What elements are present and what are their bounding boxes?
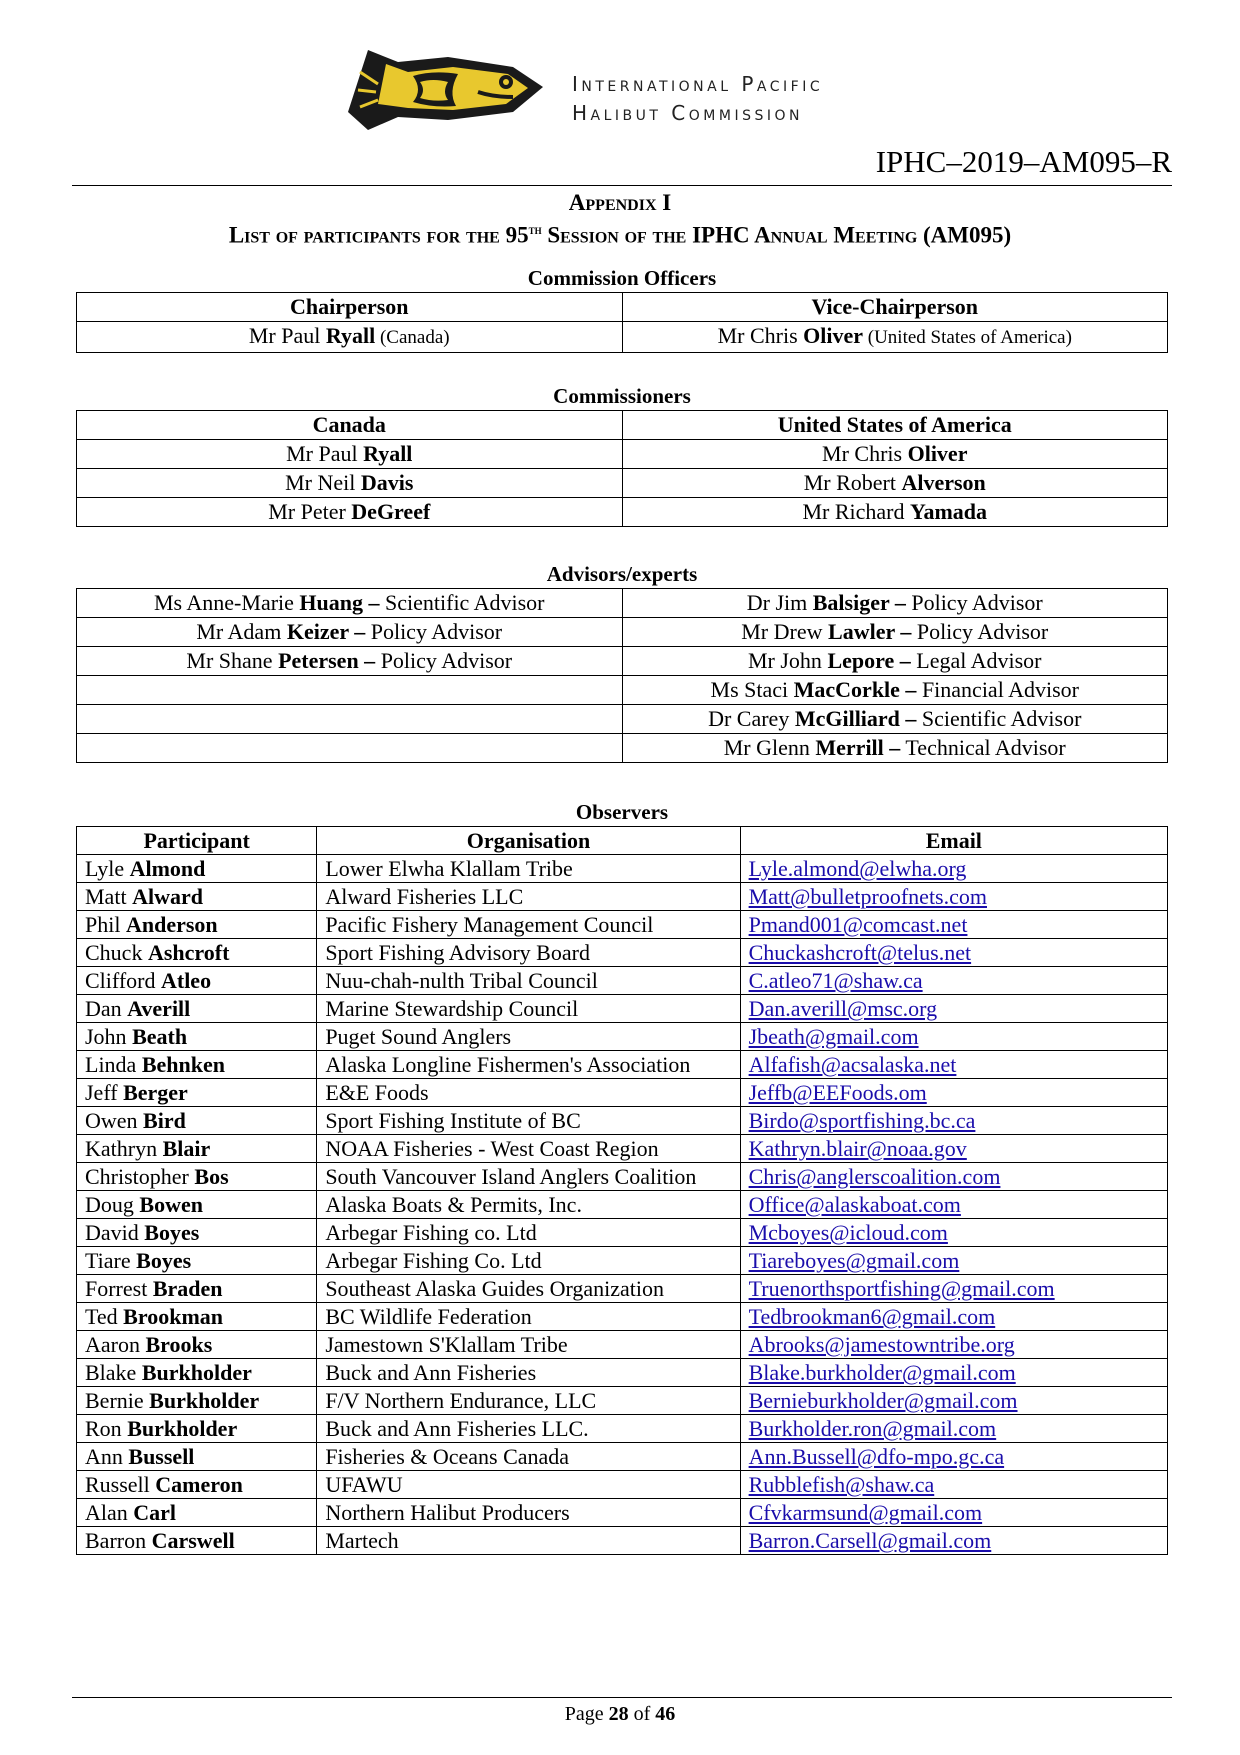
- advisor-usa-cell: Dr Jim Balsiger – Policy Advisor: [622, 589, 1168, 618]
- observer-email-cell: [740, 1079, 1167, 1107]
- observer-organisation: Lower Elwha Klallam Tribe: [317, 855, 740, 883]
- advisor-canada-cell: Mr Shane Petersen – Policy Advisor: [77, 647, 623, 676]
- officers-chair-cell: Mr Paul Ryall (Canada): [77, 322, 623, 353]
- commissioners-heading: Commissioners: [553, 384, 691, 408]
- advisors-table: [76, 588, 1168, 763]
- officers-heading: Commission Officers: [527, 266, 717, 290]
- observer-email-cell: [740, 1107, 1167, 1135]
- observer-organisation: BC Wildlife Federation: [317, 1303, 740, 1331]
- observer-email-cell: [740, 1471, 1167, 1499]
- observer-email-cell: [740, 1135, 1167, 1163]
- observer-participant: Chuck Ashcroft: [77, 939, 317, 967]
- observer-organisation: Martech: [317, 1527, 740, 1555]
- halibut-fish-logo-icon: [338, 42, 568, 132]
- commissioner-canada-cell: Mr Paul Ryall: [77, 440, 623, 469]
- observer-organisation: Arbegar Fishing Co. Ltd: [317, 1247, 740, 1275]
- commissioners-table: [76, 410, 1168, 527]
- commissioners-col-usa: United States of America: [622, 411, 1168, 440]
- commissioners-col-canada: Canada: [77, 411, 623, 440]
- observer-row: [77, 1527, 1168, 1555]
- observer-email-cell: [740, 1275, 1167, 1303]
- advisors-heading: Advisors/experts: [546, 562, 698, 586]
- observer-email-cell: [740, 1387, 1167, 1415]
- header-rule: [72, 185, 1172, 186]
- org-name-line1: International Pacific: [572, 72, 824, 96]
- observer-email-cell: [740, 911, 1167, 939]
- observer-email-cell: [740, 855, 1167, 883]
- observer-organisation: E&E Foods: [317, 1079, 740, 1107]
- observers-table: [76, 826, 1168, 1555]
- observer-email-link[interactable]: Tiareboyes@gmail.com: [748, 1248, 960, 1273]
- officers-col-chair: Chairperson: [77, 293, 623, 322]
- observer-email-link[interactable]: C.atleo71@shaw.ca: [748, 968, 923, 993]
- advisor-row: [77, 618, 1168, 647]
- advisor-row: [77, 589, 1168, 618]
- observers-col-organisation: Organisation: [317, 827, 740, 855]
- observer-email-cell: [740, 1527, 1167, 1555]
- observer-email-link[interactable]: Office@alaskaboat.com: [748, 1192, 961, 1217]
- observer-organisation: Puget Sound Anglers: [317, 1023, 740, 1051]
- advisor-row: [77, 647, 1168, 676]
- observer-email-link[interactable]: Pmand001@comcast.net: [748, 912, 968, 937]
- observer-email-link[interactable]: Dan.averill@msc.org: [748, 996, 938, 1021]
- observer-organisation: South Vancouver Island Anglers Coalition: [317, 1163, 740, 1191]
- observer-email-cell: [740, 1415, 1167, 1443]
- commissioner-usa-cell: Mr Richard Yamada: [622, 498, 1168, 527]
- advisor-canada-cell: [77, 705, 623, 734]
- observer-email-cell: [740, 1051, 1167, 1079]
- observer-participant: Jeff Berger: [77, 1079, 317, 1107]
- observer-participant: Matt Alward: [77, 883, 317, 911]
- advisor-canada-cell: [77, 734, 623, 763]
- observer-participant: David Boyes: [77, 1219, 317, 1247]
- observer-row: [77, 1471, 1168, 1499]
- observer-email-cell: [740, 967, 1167, 995]
- observer-participant: Phil Anderson: [77, 911, 317, 939]
- observer-participant: Christopher Bos: [77, 1163, 317, 1191]
- observer-email-link[interactable]: Chris@anglerscoalition.com: [748, 1164, 1001, 1189]
- observer-email-link[interactable]: Jbeath@gmail.com: [748, 1024, 919, 1049]
- observer-email-link[interactable]: Kathryn.blair@noaa.gov: [748, 1136, 967, 1161]
- org-name-line2: Halibut Commission: [572, 101, 803, 125]
- observer-email-cell: [740, 1163, 1167, 1191]
- observer-organisation: Sport Fishing Advisory Board: [317, 939, 740, 967]
- observer-participant: John Beath: [77, 1023, 317, 1051]
- observer-participant: Lyle Almond: [77, 855, 317, 883]
- observer-row: [77, 1107, 1168, 1135]
- observer-email-cell: [740, 1191, 1167, 1219]
- observer-row: [77, 883, 1168, 911]
- observer-email-link[interactable]: Barron.Carsell@gmail.com: [748, 1528, 992, 1553]
- observer-organisation: Alward Fisheries LLC: [317, 883, 740, 911]
- observer-email-cell: [740, 1303, 1167, 1331]
- observer-email-link[interactable]: Tedbrookman6@gmail.com: [748, 1304, 996, 1329]
- observer-email-link[interactable]: Birdo@sportfishing.bc.ca: [748, 1108, 976, 1133]
- observer-participant: Doug Bowen: [77, 1191, 317, 1219]
- observer-row: [77, 911, 1168, 939]
- observer-participant: Aaron Brooks: [77, 1331, 317, 1359]
- commissioner-usa-cell: Mr Robert Alverson: [622, 469, 1168, 498]
- advisor-canada-cell: Mr Adam Keizer – Policy Advisor: [77, 618, 623, 647]
- observer-email-cell: [740, 883, 1167, 911]
- observer-participant: Tiare Boyes: [77, 1247, 317, 1275]
- officers-vice-cell: Mr Chris Oliver (United States of America): [622, 322, 1168, 353]
- observer-email-link[interactable]: Lyle.almond@elwha.org: [748, 856, 967, 881]
- observer-organisation: Buck and Ann Fisheries: [317, 1359, 740, 1387]
- observer-participant: Clifford Atleo: [77, 967, 317, 995]
- observer-participant: Bernie Burkholder: [77, 1387, 317, 1415]
- observer-email-link[interactable]: Bernieburkholder@gmail.com: [748, 1388, 1018, 1413]
- observer-email-cell: [740, 1359, 1167, 1387]
- commissioner-row: [77, 469, 1168, 498]
- observer-email-cell: [740, 1443, 1167, 1471]
- observer-row: [77, 1191, 1168, 1219]
- observer-organisation: Nuu-chah-nulth Tribal Council: [317, 967, 740, 995]
- document-title: List of participants for the 95th Session of the IPHC Annual Meeting (AM095): [228, 222, 1012, 248]
- observer-organisation: Southeast Alaska Guides Organization: [317, 1275, 740, 1303]
- commissioner-canada-cell: Mr Neil Davis: [77, 469, 623, 498]
- advisor-row: [77, 734, 1168, 763]
- observers-heading: Observers: [575, 800, 669, 824]
- observer-organisation: Sport Fishing Institute of BC: [317, 1107, 740, 1135]
- officers-col-vice: Vice-Chairperson: [622, 293, 1168, 322]
- observer-email-link[interactable]: Truenorthsportfishing@gmail.com: [748, 1276, 1055, 1301]
- officers-table: [76, 292, 1168, 353]
- observer-participant: Forrest Braden: [77, 1275, 317, 1303]
- observer-participant: Kathryn Blair: [77, 1135, 317, 1163]
- observer-row: [77, 1303, 1168, 1331]
- observer-email-cell: [740, 1331, 1167, 1359]
- advisor-usa-cell: Ms Staci MacCorkle – Financial Advisor: [622, 676, 1168, 705]
- observer-email-cell: [740, 1499, 1167, 1527]
- observer-row: [77, 1499, 1168, 1527]
- commissioner-canada-cell: Mr Peter DeGreef: [77, 498, 623, 527]
- commissioner-row: [77, 498, 1168, 527]
- observer-email-link[interactable]: Alfafish@acsalaska.net: [748, 1052, 957, 1077]
- observer-email-cell: [740, 1219, 1167, 1247]
- observer-email-link[interactable]: Matt@bulletproofnets.com: [748, 884, 987, 909]
- observer-row: [77, 939, 1168, 967]
- observer-organisation: Buck and Ann Fisheries LLC.: [317, 1415, 740, 1443]
- observer-organisation: Marine Stewardship Council: [317, 995, 740, 1023]
- observer-participant: Ted Brookman: [77, 1303, 317, 1331]
- observer-row: [77, 967, 1168, 995]
- observers-col-participant: Participant: [77, 827, 317, 855]
- advisor-canada-cell: Ms Anne-Marie Huang – Scientific Advisor: [77, 589, 623, 618]
- observer-email-cell: [740, 1023, 1167, 1051]
- document-id: IPHC–2019–AM095–R: [875, 144, 1172, 179]
- advisor-canada-cell: [77, 676, 623, 705]
- commissioner-usa-cell: Mr Chris Oliver: [622, 440, 1168, 469]
- observer-organisation: Alaska Longline Fishermen's Association: [317, 1051, 740, 1079]
- observer-organisation: Fisheries & Oceans Canada: [317, 1443, 740, 1471]
- observer-row: [77, 995, 1168, 1023]
- commissioner-row: [77, 440, 1168, 469]
- appendix-heading: Appendix I: [568, 190, 672, 215]
- observer-row: [77, 1051, 1168, 1079]
- advisor-usa-cell: Mr Glenn Merrill – Technical Advisor: [622, 734, 1168, 763]
- observer-email-link[interactable]: Rubblefish@shaw.ca: [748, 1472, 935, 1497]
- observer-email-cell: [740, 995, 1167, 1023]
- page-number: Page 28 of 46: [564, 1703, 676, 1725]
- observer-participant: Blake Burkholder: [77, 1359, 317, 1387]
- observer-organisation: Jamestown S'Klallam Tribe: [317, 1331, 740, 1359]
- observer-organisation: Northern Halibut Producers: [317, 1499, 740, 1527]
- observer-participant: Ann Bussell: [77, 1443, 317, 1471]
- observer-organisation: F/V Northern Endurance, LLC: [317, 1387, 740, 1415]
- observer-row: [77, 1163, 1168, 1191]
- observer-organisation: Arbegar Fishing co. Ltd: [317, 1219, 740, 1247]
- observer-row: [77, 1443, 1168, 1471]
- observer-participant: Barron Carswell: [77, 1527, 317, 1555]
- observer-row: [77, 1387, 1168, 1415]
- observer-row: [77, 1247, 1168, 1275]
- observer-email-link[interactable]: Cfvkarmsund@gmail.com: [748, 1500, 983, 1525]
- advisor-row: [77, 705, 1168, 734]
- advisor-usa-cell: Dr Carey McGilliard – Scientific Advisor: [622, 705, 1168, 734]
- observer-row: [77, 1415, 1168, 1443]
- observer-organisation: UFAWU: [317, 1471, 740, 1499]
- observer-participant: Owen Bird: [77, 1107, 317, 1135]
- observer-email-link[interactable]: Blake.burkholder@gmail.com: [748, 1360, 1016, 1385]
- observers-col-email: Email: [740, 827, 1167, 855]
- observer-row: [77, 1023, 1168, 1051]
- observer-row: [77, 1219, 1168, 1247]
- advisor-usa-cell: Mr John Lepore – Legal Advisor: [622, 647, 1168, 676]
- observer-email-link[interactable]: Chuckashcroft@telus.net: [748, 940, 972, 965]
- observer-participant: Dan Averill: [77, 995, 317, 1023]
- observer-participant: Alan Carl: [77, 1499, 317, 1527]
- observer-row: [77, 1359, 1168, 1387]
- observer-email-cell: [740, 1247, 1167, 1275]
- advisor-row: [77, 676, 1168, 705]
- observer-email-link[interactable]: Ann.Bussell@dfo-mpo.gc.ca: [748, 1444, 1005, 1469]
- observer-email-link[interactable]: Mcboyes@icloud.com: [748, 1220, 948, 1245]
- observer-row: [77, 1079, 1168, 1107]
- observer-participant: Linda Behnken: [77, 1051, 317, 1079]
- observer-participant: Russell Cameron: [77, 1471, 317, 1499]
- observer-organisation: Alaska Boats & Permits, Inc.: [317, 1191, 740, 1219]
- observer-email-cell: [740, 939, 1167, 967]
- observer-row: [77, 1275, 1168, 1303]
- observer-row: [77, 1135, 1168, 1163]
- advisor-usa-cell: Mr Drew Lawler – Policy Advisor: [622, 618, 1168, 647]
- observer-organisation: NOAA Fisheries - West Coast Region: [317, 1135, 740, 1163]
- footer-rule: [72, 1697, 1172, 1698]
- observer-email-link[interactable]: Abrooks@jamestowntribe.org: [748, 1332, 1015, 1357]
- observer-participant: Ron Burkholder: [77, 1415, 317, 1443]
- observer-row: [77, 855, 1168, 883]
- observer-organisation: Pacific Fishery Management Council: [317, 911, 740, 939]
- observer-row: [77, 1331, 1168, 1359]
- observer-email-link[interactable]: Jeffb@EEFoods.om: [748, 1080, 927, 1105]
- observer-email-link[interactable]: Burkholder.ron@gmail.com: [748, 1416, 997, 1441]
